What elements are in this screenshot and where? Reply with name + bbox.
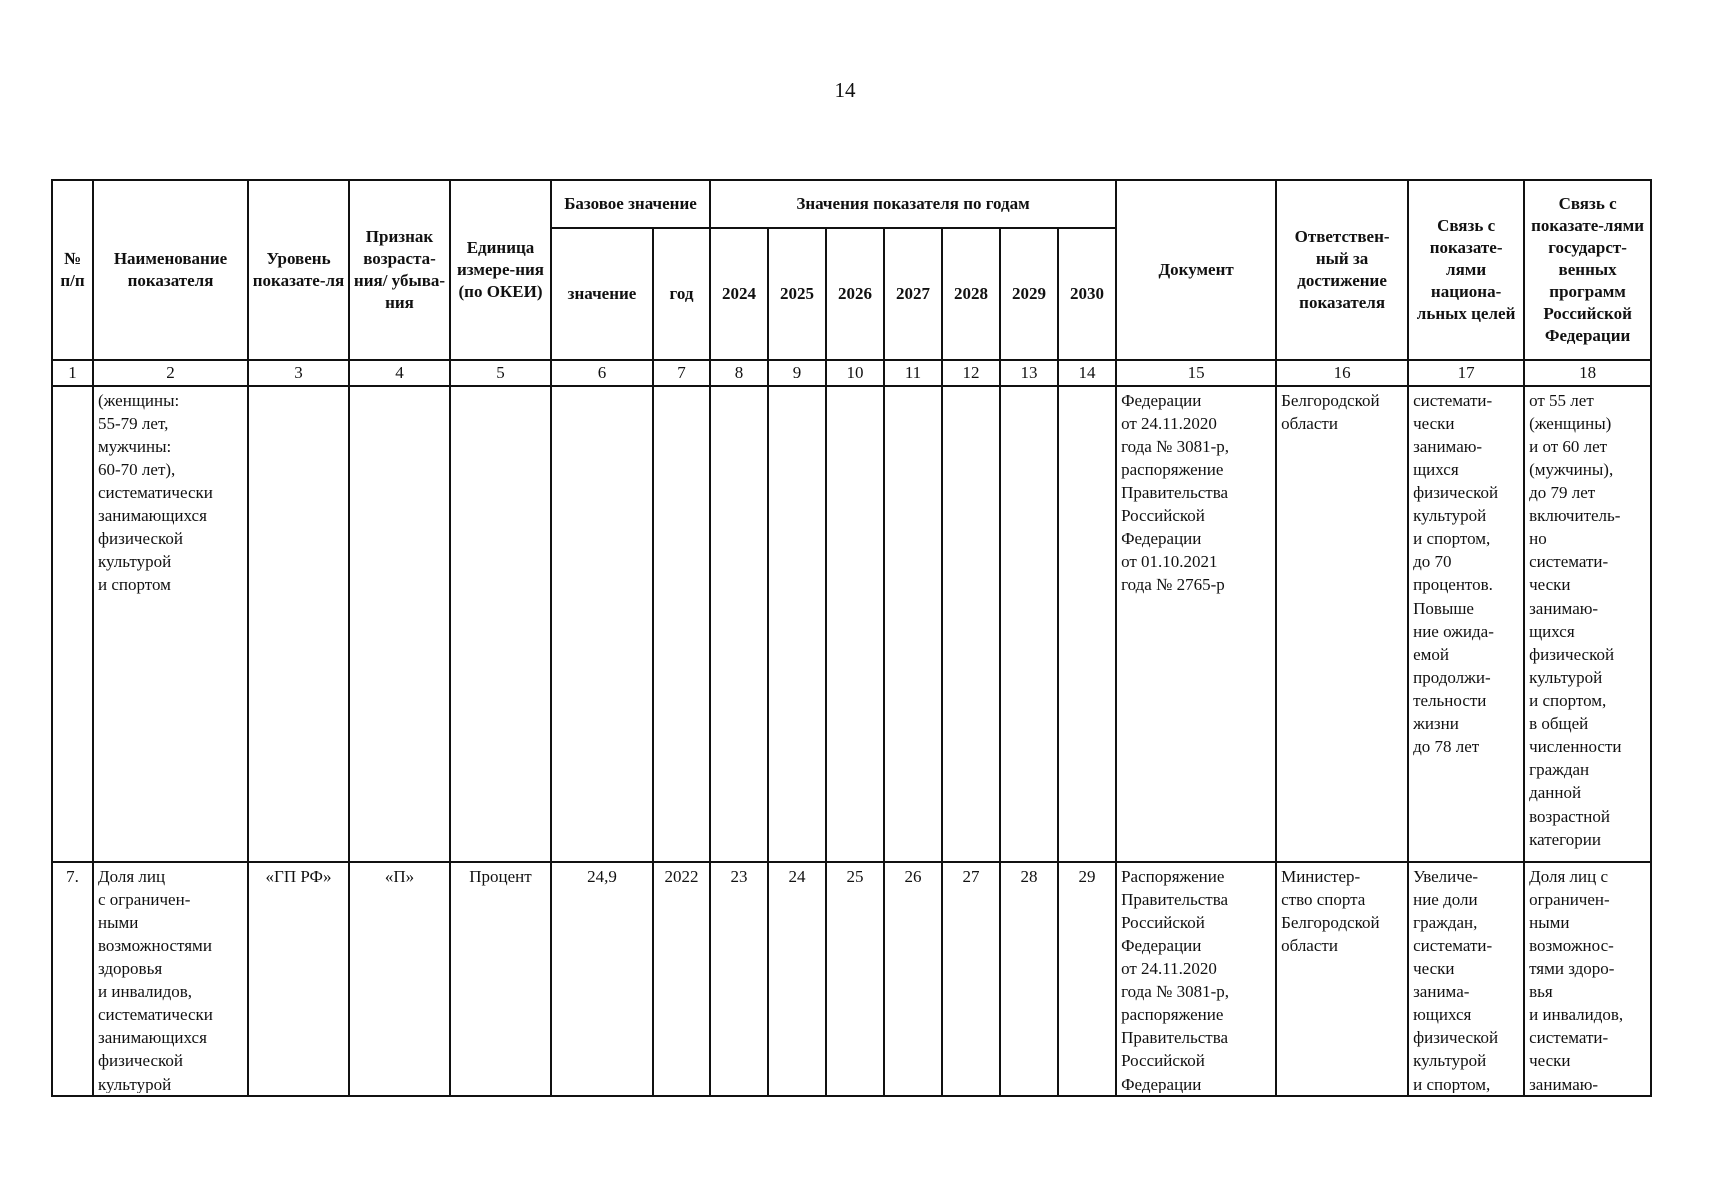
header-unit: Единица измере-ния (по ОКЕИ) bbox=[450, 180, 551, 360]
cell-year-2025: 24 bbox=[768, 862, 826, 1096]
column-number: 13 bbox=[1000, 360, 1058, 386]
header-trend: Признак возраста-ния/ убыва-ния bbox=[349, 180, 450, 360]
cell-no: 7. bbox=[52, 862, 93, 1096]
header-year-2024: 2024 bbox=[710, 228, 768, 360]
cell-state-programs: от 55 лет (женщины) и от 60 лет (мужчины), до 79 лет включитель- но системати- чески занимаю- щихся физической культурой и спортом, в общей численности граждан данной возрастной категории bbox=[1524, 386, 1651, 862]
cell-year-2024 bbox=[710, 386, 768, 862]
column-number: 9 bbox=[768, 360, 826, 386]
cell-base-value bbox=[551, 386, 653, 862]
column-number: 1 bbox=[52, 360, 93, 386]
cell-year-2024: 23 bbox=[710, 862, 768, 1096]
cell-trend bbox=[349, 386, 450, 862]
column-numbers-row bbox=[52, 360, 1651, 386]
column-number: 17 bbox=[1408, 360, 1524, 386]
header-base-value: значение bbox=[551, 228, 653, 360]
header-responsible: Ответствен-ный за достижение показателя bbox=[1276, 180, 1408, 360]
cell-year-2030: 29 bbox=[1058, 862, 1116, 1096]
cell-trend: «П» bbox=[349, 862, 450, 1096]
column-number: 16 bbox=[1276, 360, 1408, 386]
cell-national-goals: системати- чески занимаю- щихся физической культурой и спортом, до 70 процентов. Повыше ние ожида- емой продолжи- тельности жизни до 78 лет bbox=[1408, 386, 1524, 862]
cell-name: (женщины: 55-79 лет, мужчины: 60-70 лет), систематически занимающихся физической культурой и спортом bbox=[93, 386, 248, 862]
header-level: Уровень показате-ля bbox=[248, 180, 349, 360]
cell-responsible: Министер- ство спорта Белгородской области bbox=[1276, 862, 1408, 1096]
column-number: 3 bbox=[248, 360, 349, 386]
column-number: 5 bbox=[450, 360, 551, 386]
header-year-2026: 2026 bbox=[826, 228, 884, 360]
header-national-goals: Связь с показате-лями национа-льных целей bbox=[1408, 180, 1524, 360]
cell-year-2026: 25 bbox=[826, 862, 884, 1096]
cell-year-2029: 28 bbox=[1000, 862, 1058, 1096]
header-year-2027: 2027 bbox=[884, 228, 942, 360]
column-number: 8 bbox=[710, 360, 768, 386]
cell-level: «ГП РФ» bbox=[248, 862, 349, 1096]
column-number: 7 bbox=[653, 360, 710, 386]
cell-no bbox=[52, 386, 93, 862]
cell-year-2026 bbox=[826, 386, 884, 862]
cell-year-2028 bbox=[942, 386, 1000, 862]
cell-base-year bbox=[653, 386, 710, 862]
cell-year-2030 bbox=[1058, 386, 1116, 862]
header-year-2025: 2025 bbox=[768, 228, 826, 360]
cell-name bbox=[93, 862, 248, 1096]
table-row bbox=[52, 862, 1651, 1096]
cell-year-2027 bbox=[884, 386, 942, 862]
column-number: 10 bbox=[826, 360, 884, 386]
column-number: 11 bbox=[884, 360, 942, 386]
column-number: 18 bbox=[1524, 360, 1651, 386]
header-base-year: год bbox=[653, 228, 710, 360]
page-number: 14 bbox=[834, 78, 856, 102]
header-year-2029: 2029 bbox=[1000, 228, 1058, 360]
header-state-programs: Связь с показате-лями государст-венных программ Российской Федерации bbox=[1524, 180, 1651, 360]
cell-state-programs-text: Доля лиц с ограничен- ными возможнос- тями здоро- вья и инвалидов, системати- чески занимаю- bbox=[1529, 866, 1624, 1093]
cell-year-2029 bbox=[1000, 386, 1058, 862]
cell-base-year: 2022 bbox=[653, 862, 710, 1096]
header-base: Базовое значение bbox=[551, 180, 710, 228]
column-number: 2 bbox=[93, 360, 248, 386]
cell-unit bbox=[450, 386, 551, 862]
cell-document-text: Распоряжение Правительства Российской Федерации от 24.11.2020 года № 3081-р, распоряжение Правительства Российской Федерации bbox=[1121, 866, 1229, 1093]
cell-year-2025 bbox=[768, 386, 826, 862]
column-number: 6 bbox=[551, 360, 653, 386]
cell-document: Федерации от 24.11.2020 года № 3081-р, распоряжение Правительства Российской Федерации от 01.10.2021 года № 2765-р bbox=[1116, 386, 1276, 862]
header-year-2030: 2030 bbox=[1058, 228, 1116, 360]
header-no: № п/п bbox=[52, 180, 93, 360]
cell-national-goals bbox=[1408, 862, 1524, 1096]
column-number: 4 bbox=[349, 360, 450, 386]
cell-state-programs bbox=[1524, 862, 1651, 1096]
column-number: 12 bbox=[942, 360, 1000, 386]
cell-national-goals-text: Увеличе- ние доли граждан, системати- чески занима- ющихся физической культурой и спортом, bbox=[1413, 866, 1499, 1093]
cell-responsible: Белгородской области bbox=[1276, 386, 1408, 862]
header-document: Документ bbox=[1116, 180, 1276, 360]
header-row-1 bbox=[52, 180, 1651, 228]
cell-level bbox=[248, 386, 349, 862]
column-number: 15 bbox=[1116, 360, 1276, 386]
cell-unit: Процент bbox=[450, 862, 551, 1096]
cell-document bbox=[1116, 862, 1276, 1096]
cell-year-2027: 26 bbox=[884, 862, 942, 1096]
indicators-table bbox=[51, 179, 1652, 1097]
cell-base-value: 24,9 bbox=[551, 862, 653, 1096]
header-name: Наименование показателя bbox=[93, 180, 248, 360]
column-number: 14 bbox=[1058, 360, 1116, 386]
header-years-title: Значения показателя по годам bbox=[710, 180, 1116, 228]
table-row bbox=[52, 386, 1651, 862]
cell-name-text: Доля лиц с ограничен- ными возможностями здоровья и инвалидов, систематически занимающихся физической культурой bbox=[98, 866, 213, 1093]
header-year-2028: 2028 bbox=[942, 228, 1000, 360]
cell-year-2028: 27 bbox=[942, 862, 1000, 1096]
